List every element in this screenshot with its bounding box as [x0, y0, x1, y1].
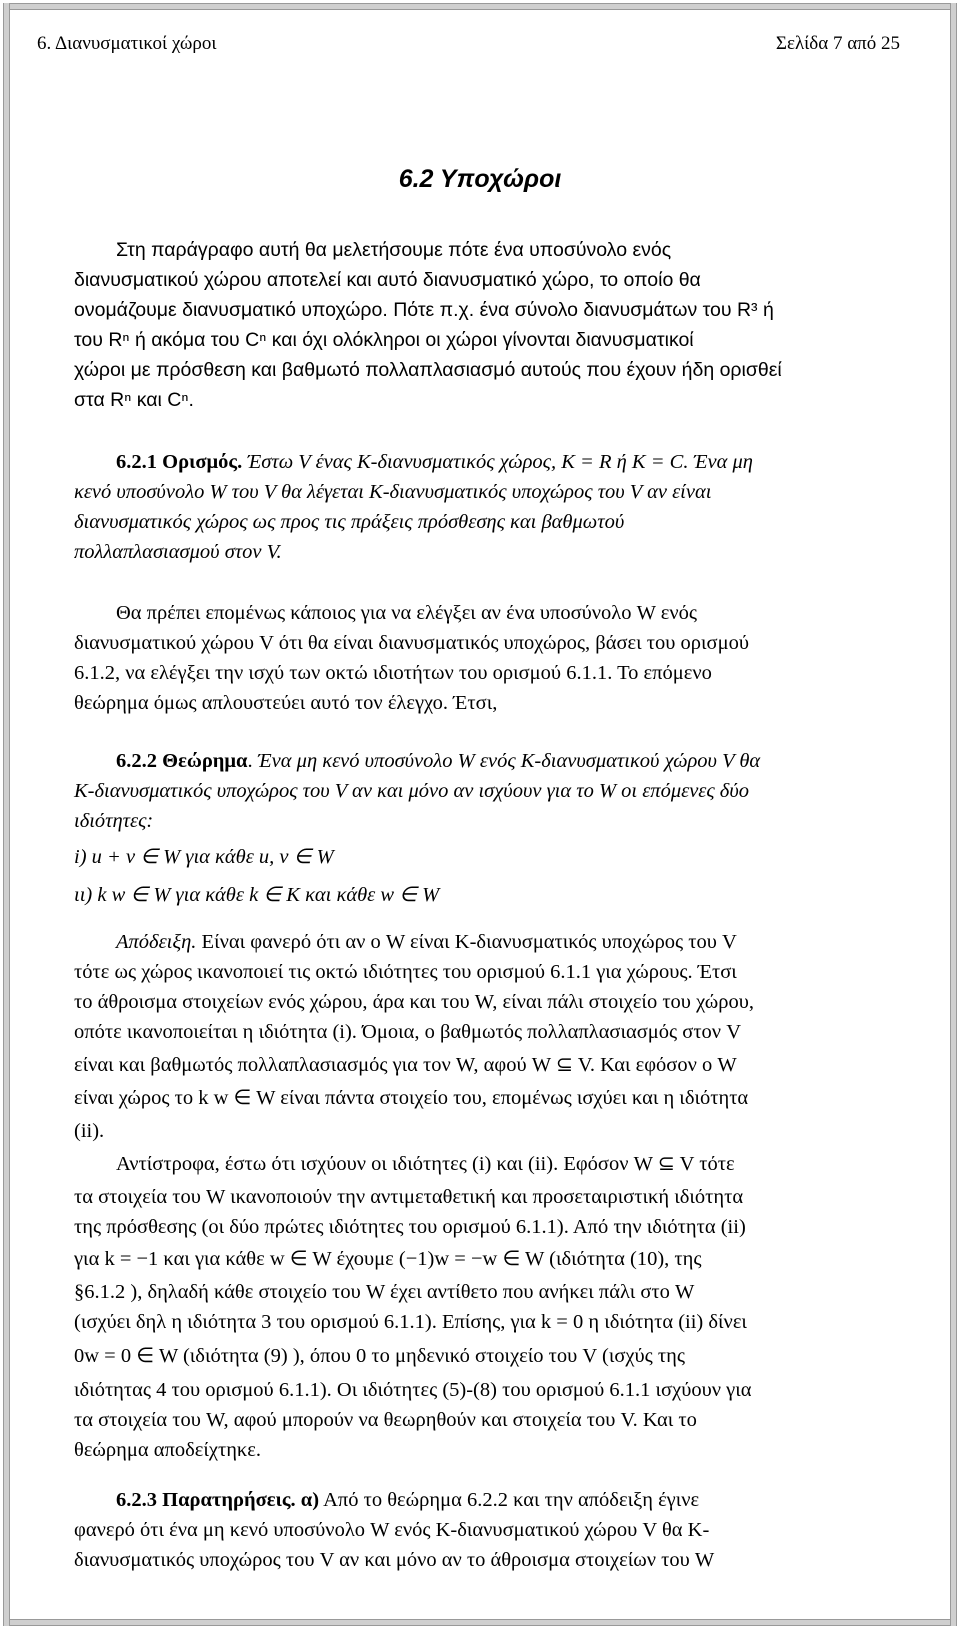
page-border-top [3, 3, 957, 10]
section-title: 6.2 Υποχώροι [398, 165, 562, 193]
definition-block [74, 447, 924, 567]
text-line: διανυσματικός χώρος ως προς τις πράξεις πρόσθεσης και βαθμωτού [74, 511, 625, 533]
page-border-bottom [3, 1619, 957, 1626]
text-line: το άθροισμα στοιχείων ενός χώρου, άρα και του W, είναι πάλι στοιχείο του χώρου, [74, 991, 754, 1013]
page-number: Σελίδα 7 από 25 [775, 33, 900, 54]
definition-text: Έστω V ένας K-διανυσματικός χώρος, K = R ή K = C. Ένα μη [247, 451, 753, 473]
definition-label: 6.2.1 Ορισμός. [116, 451, 243, 473]
text-line: τα στοιχεία του W ικανοποιούν την αντιμεταθετική και προσεταιριστική ιδιότητα [74, 1186, 744, 1208]
text-line: διανυσματικού χώρου V ότι θα είναι διανυσματικός υποχώρος, βάσει του ορισμού [74, 632, 749, 654]
text-line: 6.1.2, να ελέγξει την ισχύ των οκτώ ιδιοτήτων του ορισμού 6.1.1. Το επόμενο [74, 662, 712, 684]
observation-text: Από το θεώρημα 6.2.2 και την απόδειξη έγινε [323, 1489, 700, 1511]
observations-block [74, 1485, 924, 1575]
text-line: διανυσματικός υποχώρος του V αν και μόνο αν το άθροισμα στοιχείων του W [74, 1549, 715, 1571]
text-line: χώροι με πρόσθεση και βαθμωτό πολλαπλασιασμό αυτούς που έχουν ήδη ορισθεί [74, 359, 782, 381]
text-line: τα στοιχεία του W, αφού μπορούν να θεωρηθούν και στοιχεία του V. Και το [74, 1409, 697, 1431]
text-line: ιδιότητας 4 του ορισμού 6.1.1). Οι ιδιότητες (5)-(8) του ορισμού 6.1.1 ισχύουν για [74, 1379, 752, 1401]
page-border-right [950, 3, 957, 1626]
text-line: Στη παράγραφο αυτή θα μελετήσουμε πότε ένα υποσύνολο ενός [116, 239, 672, 261]
theorem-block: 6.2.2 Θεώρημα. Ένα μη κενό υποσύνολο W ενός K-διανυσματικού χώρου V θα K-διανυσματικός υποχώρος του V αν και μόνο αν ισχύουν για το W οι επόμενες δύο ιδιότητες: i) u + v ∈ W για κάθε u, v ∈ W ιι) k w ∈ W για κάθε k ∈ K και κάθε w ∈ W [74, 746, 924, 910]
text-line: οπότε ικανοποιείται η ιδιότητα (i). Όμοια, ο βαθμωτός πολλαπλασιασμός στον V [74, 1021, 742, 1043]
text-line: στα Rⁿ και Cⁿ. [74, 389, 194, 411]
intro-paragraph [74, 235, 924, 415]
theorem-text: Ένα μη κενό υποσύνολο W ενός K-διανυσματικού χώρου V θα [257, 750, 761, 772]
page-border-left [3, 3, 10, 1626]
chapter-title: 6. Διανυσματικοί χώροι [37, 33, 217, 54]
text-line: τότε ως χώρος ικανοποιεί τις οκτώ ιδιότητες του ορισμού 6.1.1 για χώρους. Έτσι [74, 961, 737, 983]
text-line: (ισχύει δηλ η ιδιότητα 3 του ορισμού 6.1.1). Επίσης, για k = 0 η ιδιότητα (ii) δίνει [74, 1311, 747, 1333]
text-line: πολλαπλασιασμού στον V. [74, 541, 282, 563]
text-line: φανερό ότι ένα μη κενό υποσύνολο W ενός K-διανυσματικού χώρου V θα K- [74, 1519, 710, 1541]
proof-text: Είναι φανερό ότι αν ο W είναι K-διανυσματικός υποχώρος του V [201, 931, 737, 953]
theorem-property-2: ιι) k w ∈ W για κάθε k ∈ K και κάθε w ∈ W [74, 884, 440, 906]
text-line: θεώρημα αποδείχτηκε. [74, 1439, 261, 1461]
text-line: κενό υποσύνολο W του V θα λέγεται K-διανυσματικός υποχώρος του V αν είναι [74, 481, 712, 503]
proof-label: Απόδειξη. [116, 931, 197, 953]
observation-item-a-label: α) [300, 1489, 320, 1511]
text-line: είναι και βαθμωτός πολλαπλασιασμός για τον W, αφού W ⊆ V. Και εφόσον ο W [74, 1054, 737, 1076]
text-line: §6.1.2 ), δηλαδή κάθε στοιχείο του W έχει αντίθετο που ανήκει πάλι στο W [74, 1281, 695, 1303]
text-line: (ii). [74, 1120, 105, 1142]
page-header [37, 33, 900, 57]
text-line: Αντίστροφα, έστω ότι ισχύουν οι ιδιότητες (i) και (ii). Εφόσον W ⊆ V τότε [116, 1153, 735, 1175]
text-line: Θα πρέπει επομένως κάποιος για να ελέγξει αν ένα υποσύνολο W ενός [116, 602, 697, 624]
theorem-property-1: i) u + v ∈ W για κάθε u, v ∈ W [74, 846, 334, 868]
text-line: 0w = 0 ∈ W (ιδιότητα (9) ), όπου 0 το μηδενικό στοιχείο του V (ισχύς της [74, 1345, 685, 1367]
text-line: διανυσματικού χώρου αποτελεί και αυτό διανυσματικό χώρο, το οποίο θα [74, 269, 701, 291]
theorem-label: 6.2.2 Θεώρημα [116, 750, 248, 772]
proof-block [74, 927, 924, 1465]
text-line: της πρόσθεσης (οι δύο πρώτες ιδιότητες του ορισμού 6.1.1). Από την ιδιότητα (ii) [74, 1216, 746, 1238]
text-line: του Rⁿ ή ακόμα του Cⁿ και όχι ολόκληροι οι χώροι γίνονται διανυσματικοί [74, 329, 694, 351]
text-line: ιδιότητες: [74, 810, 154, 832]
text-line: για k = −1 και για κάθε w ∈ W έχουμε (−1)w = −w ∈ W (ιδιότητα (10), της [74, 1248, 702, 1270]
text-line: είναι χώρος το k w ∈ W είναι πάντα στοιχείο του, επομένως ισχύει και η ιδιότητα [74, 1087, 749, 1109]
observations-label: 6.2.3 Παρατηρήσεις. [116, 1489, 296, 1511]
text-line: K-διανυσματικός υποχώρος του V αν και μόνο αν ισχύουν για το W οι επόμενες δύο [74, 780, 749, 802]
text-line: ονομάζουμε διανυσματικό υποχώρο. Πότε π.χ. ένα σύνολο διανυσμάτων του R³ ή [74, 299, 774, 321]
remark-paragraph [74, 598, 924, 718]
text-line: θεώρημα όμως απλουστεύει αυτό τον έλεγχο. Έτσι, [74, 692, 498, 714]
